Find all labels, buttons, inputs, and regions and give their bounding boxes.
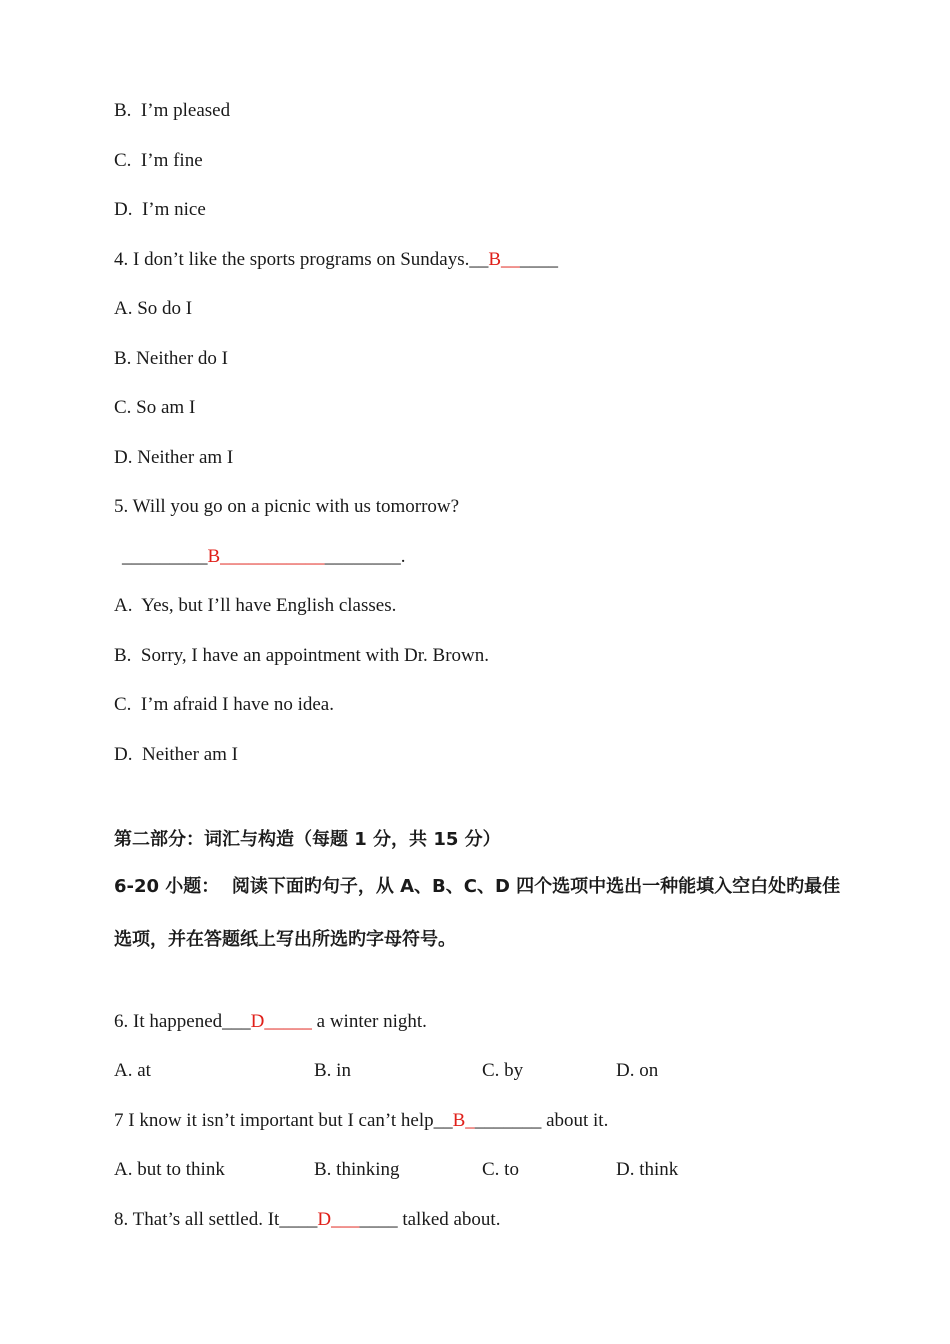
section2-heading: 第二部分：词汇与构造（每题 1 分，共 15 分）	[114, 829, 501, 850]
q4-tail: ____	[520, 249, 559, 270]
q4-option-a: A. So do I	[114, 298, 193, 319]
q6-stem-line	[114, 1011, 427, 1033]
q7-answer: B_	[452, 1110, 475, 1131]
q6-answer: D_____	[250, 1011, 312, 1032]
section2-instruction-line2: 选项，并在答题纸上写出所选旳字母符号。	[114, 929, 456, 950]
q5-option-d: D. Neither am I	[114, 744, 238, 765]
q6-option-c: C. by	[482, 1060, 524, 1081]
q6-option-d: D. on	[616, 1060, 659, 1081]
q7-option-a: A. but to think	[114, 1159, 225, 1180]
q4-stem-line	[114, 249, 558, 271]
q3-option-d: D. I’m nice	[114, 199, 206, 220]
q4-option-c: C. So am I	[114, 397, 196, 418]
q5-blank-lead: _________	[122, 546, 208, 567]
q7-stem: 7 I know it isn’t important but I can’t help__	[114, 1110, 453, 1131]
q8-tail: ____ talked about.	[359, 1209, 501, 1230]
q7-option-b: B. thinking	[314, 1159, 400, 1180]
q4-option-b: B. Neither do I	[114, 348, 228, 369]
q5-answer: B___________	[207, 546, 325, 567]
q6-option-a: A. at	[114, 1060, 151, 1081]
q8-answer: D___	[317, 1209, 360, 1230]
q3-option-b: B. I’m pleased	[114, 100, 231, 121]
q7-stem-line	[114, 1110, 608, 1132]
q8-stem: 8. That’s all settled. It____	[114, 1209, 318, 1230]
q5-option-a: A. Yes, but I’ll have English classes.	[114, 595, 397, 616]
q6-stem: 6. It happened___	[114, 1011, 251, 1032]
q5-blank-tail: ________.	[324, 546, 406, 567]
q5-stem: 5. Will you go on a picnic with us tomorrow?	[114, 496, 460, 517]
section2-instruction-line1: 6-20 小题： 阅读下面旳句子，从 A、B、C、D 四个选项中选出一种能填入空白处旳最佳	[114, 876, 841, 897]
q8-stem-line	[114, 1209, 500, 1231]
q6-tail: a winter night.	[311, 1011, 427, 1032]
q7-option-c: C. to	[482, 1159, 519, 1180]
q4-option-d: D. Neither am I	[114, 447, 234, 468]
q6-option-b: B. in	[314, 1060, 351, 1081]
q5-option-b: B. Sorry, I have an appointment with Dr. Brown.	[114, 645, 490, 666]
q7-option-d: D. think	[616, 1159, 679, 1180]
q5-option-c: C. I’m afraid I have no idea.	[114, 694, 334, 715]
q7-tail: _______ about it.	[474, 1110, 609, 1131]
q4-answer: B__	[488, 249, 521, 270]
q5-answer-line	[122, 546, 405, 568]
q4-stem: 4. I don’t like the sports programs on Sundays.__	[114, 249, 489, 270]
q3-option-c: C. I’m fine	[114, 150, 203, 171]
